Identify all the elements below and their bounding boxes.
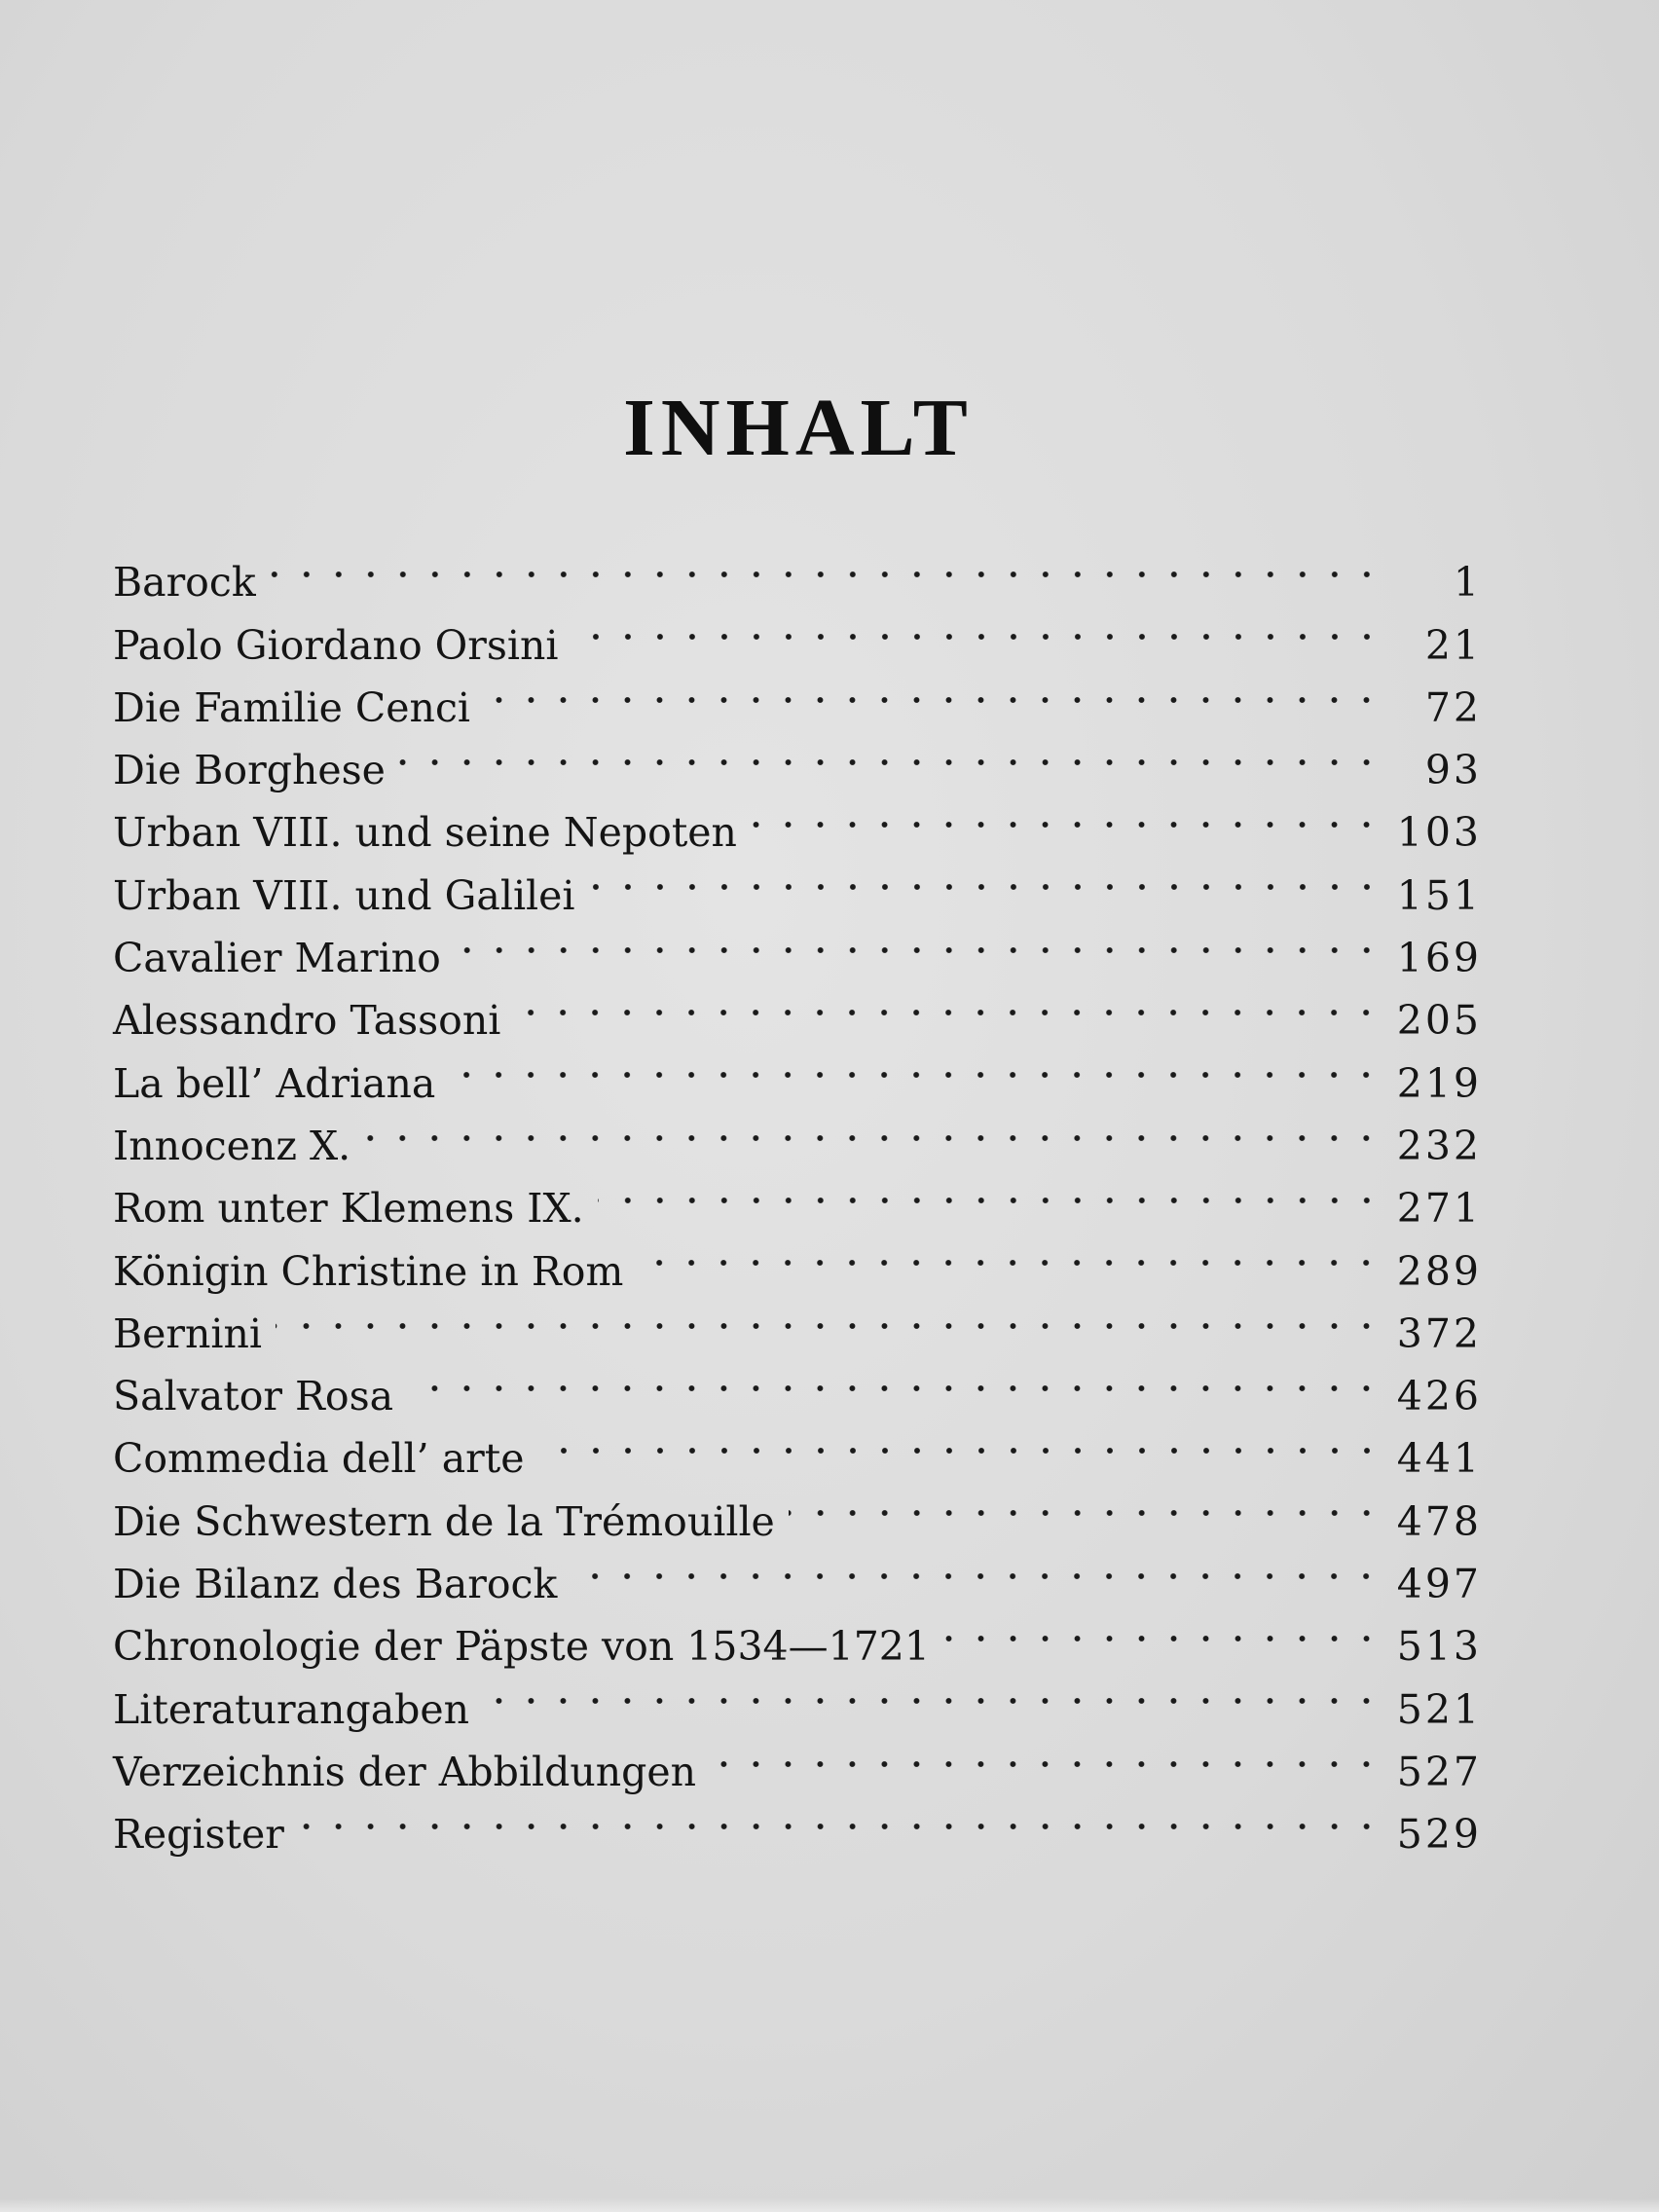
- toc-entry-page: 372: [1396, 1309, 1482, 1357]
- toc-entry-page: 103: [1396, 809, 1482, 857]
- toc-entry-page: 497: [1396, 1561, 1482, 1608]
- toc-entry: [113, 596, 1482, 669]
- toc-entry-page: 527: [1396, 1748, 1482, 1795]
- dot-leader: [364, 1097, 1382, 1160]
- table-of-contents: [113, 534, 1482, 1859]
- toc-entry-title: Register: [113, 1811, 284, 1859]
- dot-leader: [943, 1598, 1382, 1660]
- toc-entry-page: 93: [1424, 747, 1482, 794]
- toc-entry-page: 426: [1396, 1373, 1482, 1420]
- dot-leader: [483, 1660, 1382, 1722]
- dot-leader: [484, 659, 1382, 721]
- toc-entry-title: La bell’ Adriana: [113, 1059, 436, 1107]
- toc-entry-page: 478: [1396, 1497, 1482, 1545]
- toc-entry-page: 151: [1396, 871, 1482, 919]
- page-edge: [0, 2198, 1659, 2212]
- dot-leader: [399, 721, 1382, 784]
- dot-leader: [789, 1472, 1382, 1534]
- dot-leader: [514, 972, 1382, 1034]
- toc-entry-title: Urban VIII. und Galilei: [113, 871, 575, 919]
- toc-entry-page: 219: [1396, 1059, 1482, 1107]
- toc-entry-title: Königin Christine in Rom: [113, 1247, 624, 1295]
- toc-entry-page: 441: [1396, 1435, 1482, 1483]
- toc-entry-title: Urban VIII. und seine Nepoten: [113, 809, 737, 857]
- toc-entry-page: 21: [1424, 621, 1482, 669]
- toc-entry-title: Bernini: [113, 1309, 263, 1357]
- toc-entry-title: Chronologie der Päpste von 1534—1721: [113, 1623, 930, 1671]
- toc-entry-page: 72: [1424, 683, 1482, 731]
- toc-entry-title: Die Familie Cenci: [113, 683, 471, 731]
- toc-entry: [113, 1786, 1482, 1859]
- page-title: INHALT: [623, 383, 974, 473]
- toc-entry: [113, 534, 1482, 607]
- dot-leader: [637, 1222, 1382, 1284]
- toc-entry-title: Commedia dell’ arte: [113, 1435, 525, 1483]
- toc-entry-title: Cavalier Marino: [113, 935, 441, 982]
- toc-entry-title: Verzeichnis der Abbildungen: [113, 1748, 697, 1795]
- dot-leader: [598, 1160, 1382, 1222]
- toc-entry-title: Paolo Giordano Orsini: [113, 621, 559, 669]
- toc-entry-title: Alessandro Tassoni: [113, 997, 501, 1045]
- toc-entry-title: Die Schwestern de la Trémouille: [113, 1497, 775, 1545]
- toc-entry-title: Literaturangaben: [113, 1685, 470, 1733]
- toc-entry-page: 205: [1396, 997, 1482, 1045]
- dot-leader: [298, 1786, 1382, 1848]
- dot-leader: [589, 846, 1382, 908]
- toc-entry-title: Salvator Rosa: [113, 1373, 394, 1420]
- toc-entry-title: Die Borghese: [113, 747, 386, 794]
- toc-entry: [113, 1285, 1482, 1357]
- dot-leader: [538, 1410, 1383, 1472]
- toc-entry-title: Innocenz X.: [113, 1122, 351, 1169]
- dot-leader: [449, 1034, 1382, 1096]
- dot-leader: [572, 596, 1382, 658]
- toc-entry-page: 529: [1396, 1811, 1482, 1859]
- dot-leader: [455, 909, 1382, 972]
- dot-leader: [571, 1535, 1382, 1598]
- toc-entry-page: 232: [1396, 1122, 1482, 1169]
- toc-entry-page: 521: [1396, 1685, 1482, 1733]
- dot-leader: [407, 1347, 1382, 1410]
- toc-entry-title: Barock: [113, 559, 256, 607]
- toc-entry-page: 513: [1396, 1623, 1482, 1671]
- toc-entry-page: 1: [1453, 559, 1482, 607]
- dot-leader: [276, 1285, 1382, 1347]
- toc-entry-page: 169: [1396, 935, 1482, 982]
- dot-leader: [751, 784, 1382, 846]
- toc-entry-page: 271: [1396, 1185, 1482, 1233]
- dot-leader: [270, 534, 1382, 596]
- toc-entry: [113, 1347, 1482, 1420]
- toc-entry-title: Die Bilanz des Barock: [113, 1561, 558, 1608]
- dot-leader: [710, 1723, 1382, 1786]
- toc-entry-title: Rom unter Klemens IX.: [113, 1185, 584, 1233]
- toc-entry-page: 289: [1396, 1247, 1482, 1295]
